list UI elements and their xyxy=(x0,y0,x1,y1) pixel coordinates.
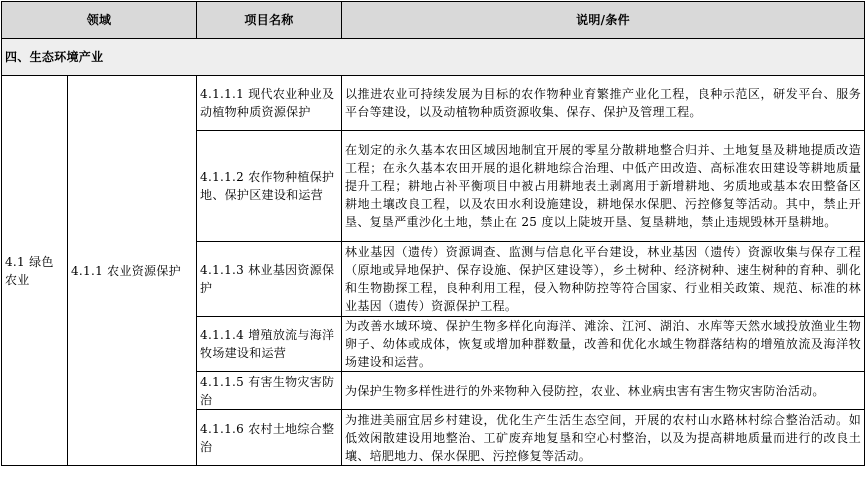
description-cell: 以推进农业可持续发展为目标的农作物种业育繁推产业化工程，良种示范区，研发平台、服务平台等建设，以及动植物种质资源收集、保存、保护及管理工程。 xyxy=(342,76,865,131)
section-title: 四、生态环境产业 xyxy=(2,39,865,76)
project-cell: 4.1.1.4 增殖放流与海洋牧场建设和运营 xyxy=(197,317,342,372)
description-cell: 在划定的永久基本农田区域因地制宜开展的零星分散耕地整合归并、土地复垦及耕地提质改造工程；在永久基本农田开展的退化耕地综合治理、中低产田改造、高标准农田建设等耕地质量提升工程；耕地占补平衡项目中被占用耕地表土剥离用于新增耕地、劣质地或基本农田整备区耕地土壤改良工程，以及农田水利设施建设，耕地保水保肥、污控修复等活动。其中，禁止开垦、复垦严重沙化土地，禁止在 25 度以上陡坡开垦、复垦耕地，禁止违规毁林开垦耕地。 xyxy=(342,131,865,242)
subfield-cell: 4.1.1 农业资源保护 xyxy=(68,76,197,466)
field-cell: 4.1 绿色农业 xyxy=(2,76,68,466)
description-cell: 为保护生物多样性进行的外来物种入侵防控，农业、林业病虫害有害生物灾害防治活动。 xyxy=(342,372,865,410)
description-cell: 林业基因（遗传）资源调查、监测与信息化平台建设，林业基因（遗传）资源收集与保存工程（原地或异地保护、保存设施、保护区建设等），乡土树种、经济树种、速生树种的育种、驯化和生物勘探工程，良种利用工程，侵入物种防控等符合国家、行业相关政策、规范、标准的林业基因（遗传）资源保护工程。 xyxy=(342,242,865,317)
description-cell: 为改善水域环境、保护生物多样化向海洋、滩涂、江河、湖泊、水库等天然水域投放渔业生物卵子、幼体或成体，恢复或增加种群数量，改善和优化水域生物群落结构的增殖放流及海洋牧场建设和运营。 xyxy=(342,317,865,372)
description-cell: 为推进美丽宜居乡村建设，优化生产生活生态空间，开展的农村山水路林村综合整治活动。如低效闲散建设用地整治、工矿废弃地复垦和空心村整治，以及为提高耕地质量而进行的改良土壤、培肥地力、保水保肥、污控修复等活动。 xyxy=(342,410,865,466)
header-description: 说明/条件 xyxy=(342,2,865,39)
project-cell: 4.1.1.2 农作物种植保护地、保护区建设和运营 xyxy=(197,131,342,242)
header-project: 项目名称 xyxy=(197,2,342,39)
project-cell: 4.1.1.3 林业基因资源保护 xyxy=(197,242,342,317)
project-cell: 4.1.1.1 现代农业种业及动植物种质资源保护 xyxy=(197,76,342,131)
project-cell: 4.1.1.5 有害生物灾害防治 xyxy=(197,372,342,410)
header-field: 领域 xyxy=(2,2,197,39)
table-row xyxy=(2,76,865,131)
section-row xyxy=(2,39,865,76)
catalog-table xyxy=(1,1,865,466)
project-cell: 4.1.1.6 农村土地综合整治 xyxy=(197,410,342,466)
header-row xyxy=(2,2,865,39)
